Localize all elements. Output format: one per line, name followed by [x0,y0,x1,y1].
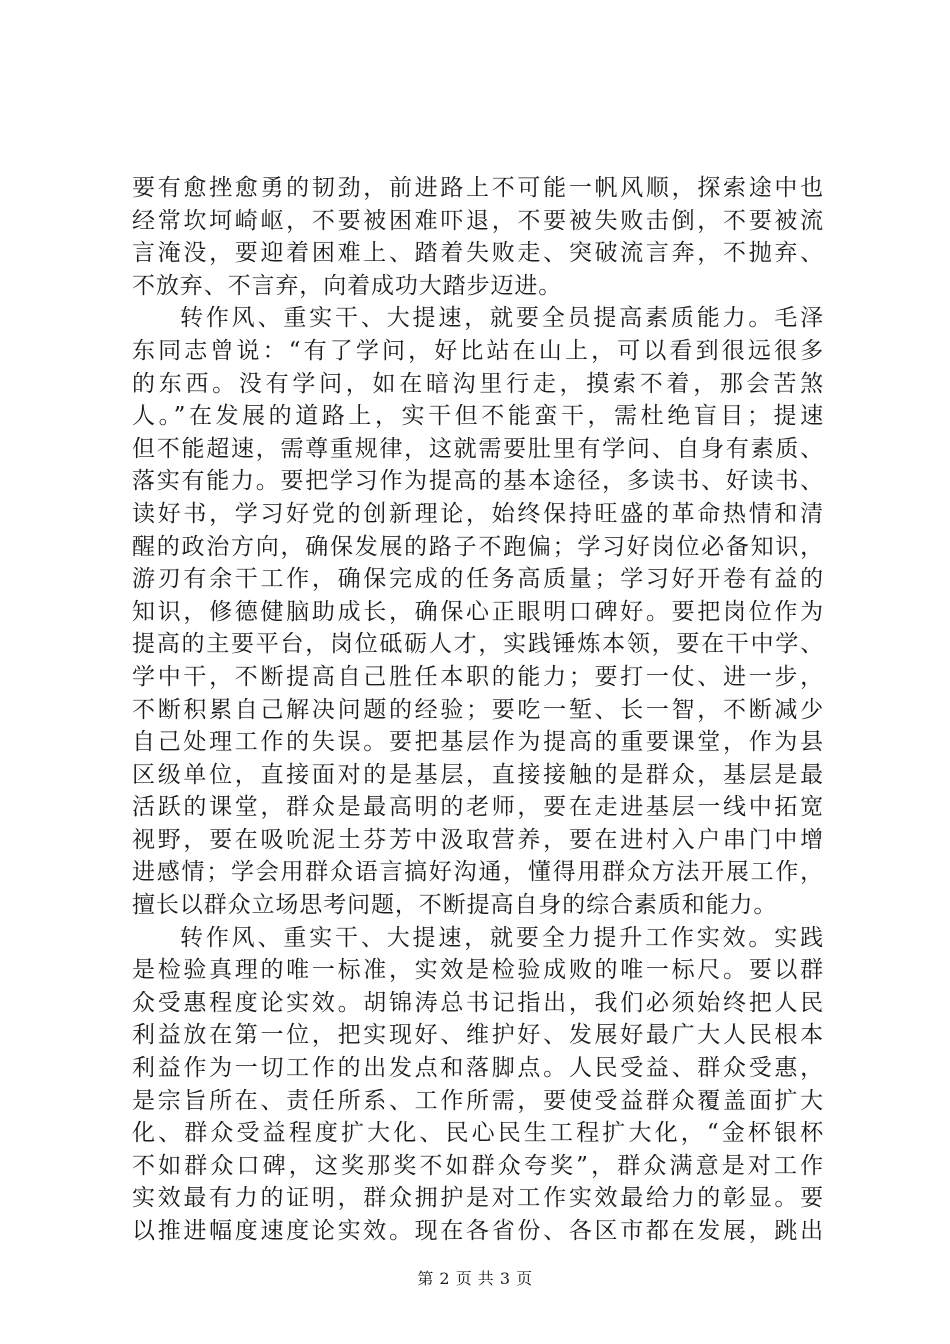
text-line: 活跃的课堂，群众是最高明的老师，要在走进基层一线中拓宽 [132,794,824,821]
text-line: 化、群众受益程度扩大化、民心民生工程扩大化，“金杯银杯 [132,1120,824,1147]
paragraph-3 [132,922,824,1248]
text-line: 是宗旨所在、责任所系、工作所需，要使受益群众覆盖面扩大 [132,1087,824,1114]
text-line: 视野，要在吸吮泥土芬芳中汲取营养，要在进村入户串门中增 [132,826,824,853]
text-line: 要有愈挫愈勇的韧劲，前进路上不可能一帆风顺，探索途中也 [132,175,824,201]
text-line: 众受惠程度论实效。胡锦涛总书记指出，我们必须始终把人民 [132,989,824,1016]
text-line: 擅长以群众立场思考问题，不断提高自身的综合素质和能力。 [132,892,778,919]
text-line: 落实有能力。要把学习作为提高的基本途径，多读书、好读书、 [132,468,824,495]
text-line: 不如群众口碑，这奖那奖不如群众夸奖”，群众满意是对工作 [132,1152,824,1179]
page-number-label: 第 2 页 共 3 页 [417,1269,533,1288]
page-footer [0,1266,950,1289]
paragraph-2 [132,302,824,921]
text-line: 区级单位，直接面对的是基层，直接接触的是群众，基层是最 [132,761,824,788]
text-line: 自己处理工作的失误。要把基层作为提高的重要课堂，作为县 [132,729,824,756]
text-line: 醒的政治方向，确保发展的路子不跑偏；学习好岗位必备知识， [132,533,824,560]
document-body [132,172,824,1248]
paragraph-1 [132,172,824,302]
text-line: 但不能超速，需尊重规律，这就需要肚里有学问、自身有素质、 [132,435,824,462]
text-line: 经常坎坷崎岖，不要被困难吓退，不要被失败击倒，不要被流 [132,207,824,234]
text-line: 是检验真理的唯一标准，实效是检验成败的唯一标尺。要以群 [132,957,824,984]
text-line: 利益放在第一位，把实现好、维护好、发展好最广大人民根本 [132,1022,824,1049]
text-line: 东同志曾说：“有了学问，好比站在山上，可以看到很远很多 [132,337,824,364]
text-line: 游刃有余干工作，确保完成的任务高质量；学习好开卷有益的 [132,566,824,593]
text-line: 学中干，不断提高自己胜任本职的能力；要打一仗、进一步， [132,663,824,690]
text-line: 不放弃、不言弃，向着成功大踏步迈进。 [132,272,563,299]
text-line: 的东西。没有学问，如在暗沟里行走，摸索不着，那会苦煞 [132,370,824,397]
text-line: 进感情；学会用群众语言搞好沟通，懂得用群众方法开展工作， [132,859,824,886]
text-line: 以推进幅度速度论实效。现在各省份、各区市都在发展，跳出 [132,1218,824,1244]
text-line: 转作风、重实干、大提速，就要全力提升工作实效。实践 [180,924,824,951]
text-line: 提高的主要平台，岗位砥砺人才，实践锤炼本领，要在干中学、 [132,631,824,658]
text-line: 人。”在发展的道路上，实干但不能蛮干，需杜绝盲目；提速 [132,403,824,430]
text-line: 利益作为一切工作的出发点和落脚点。人民受益、群众受惠， [132,1055,824,1082]
text-line: 实效最有力的证明，群众拥护是对工作实效最给力的彰显。要 [132,1185,824,1212]
text-line: 读好书，学习好党的创新理论，始终保持旺盛的革命热情和清 [132,500,824,527]
text-line: 不断积累自己解决问题的经验；要吃一堑、长一智，不断减少 [132,696,824,723]
text-line: 言淹没，要迎着困难上、踏着失败走、突破流言奔，不抛弃、 [132,240,824,267]
text-line: 知识，修德健脑助成长，确保心正眼明口碑好。要把岗位作为 [132,598,824,625]
text-line: 转作风、重实干、大提速，就要全员提高素质能力。毛泽 [180,305,824,332]
